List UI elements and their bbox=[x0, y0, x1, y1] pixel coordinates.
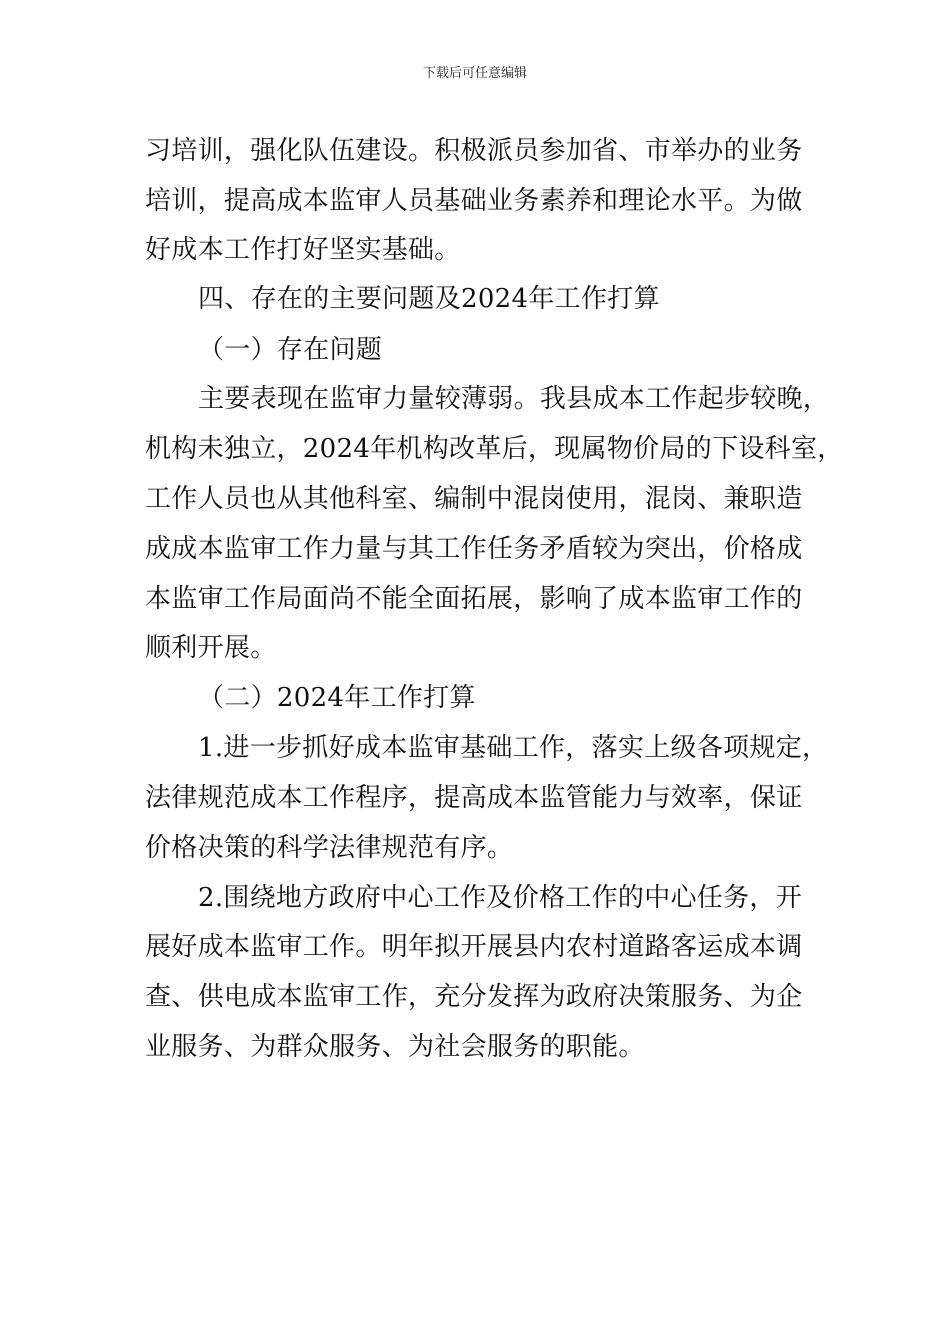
body-line: 主要表现在监审力量较薄弱。我县成本工作起步较晚， bbox=[198, 384, 830, 414]
section-heading: 四、存在的主要问题及2024年工作打算 bbox=[198, 284, 660, 314]
body-line: 价格决策的科学法律规范有序。 bbox=[145, 833, 514, 863]
body-line: 成成本监审工作力量与其工作任务矛盾较为突出，价格成 bbox=[145, 534, 803, 564]
body-line: 1.进一步抓好成本监审基础工作，落实上级各项规定， bbox=[198, 733, 829, 763]
body-line: 工作人员也从其他科室、编制中混岗使用，混岗、兼职造 bbox=[145, 484, 803, 514]
page-header-note: 下载后可任意编辑 bbox=[422, 66, 527, 81]
body-line: 法律规范成本工作程序，提高成本监管能力与效率，保证 bbox=[145, 783, 803, 813]
body-line: 业服务、为群众服务、为社会服务的职能。 bbox=[145, 1032, 645, 1062]
body-line: 顺利开展。 bbox=[145, 633, 277, 663]
body-line: 本监审工作局面尚不能全面拓展，影响了成本监审工作的 bbox=[145, 584, 803, 614]
body-line: 习培训，强化队伍建设。积极派员参加省、市举办的业务 bbox=[145, 136, 803, 166]
subsection-heading: （二）2024年工作打算 bbox=[198, 683, 476, 713]
body-line: 机构未独立，2024年机构改革后，现属物价局的下设科室， bbox=[145, 434, 844, 464]
body-line: 展好成本监审工作。明年拟开展县内农村道路客运成本调 bbox=[145, 932, 803, 962]
subsection-heading: （一）存在问题 bbox=[198, 335, 383, 365]
body-line: 培训，提高成本监审人员基础业务素养和理论水平。为做 bbox=[145, 186, 803, 216]
body-line: 好成本工作打好坚实基础。 bbox=[145, 235, 461, 265]
body-line: 2.围绕地方政府中心工作及价格工作的中心任务，开 bbox=[198, 883, 803, 913]
body-line: 查、供电成本监审工作，充分发挥为政府决策服务、为企 bbox=[145, 982, 803, 1012]
